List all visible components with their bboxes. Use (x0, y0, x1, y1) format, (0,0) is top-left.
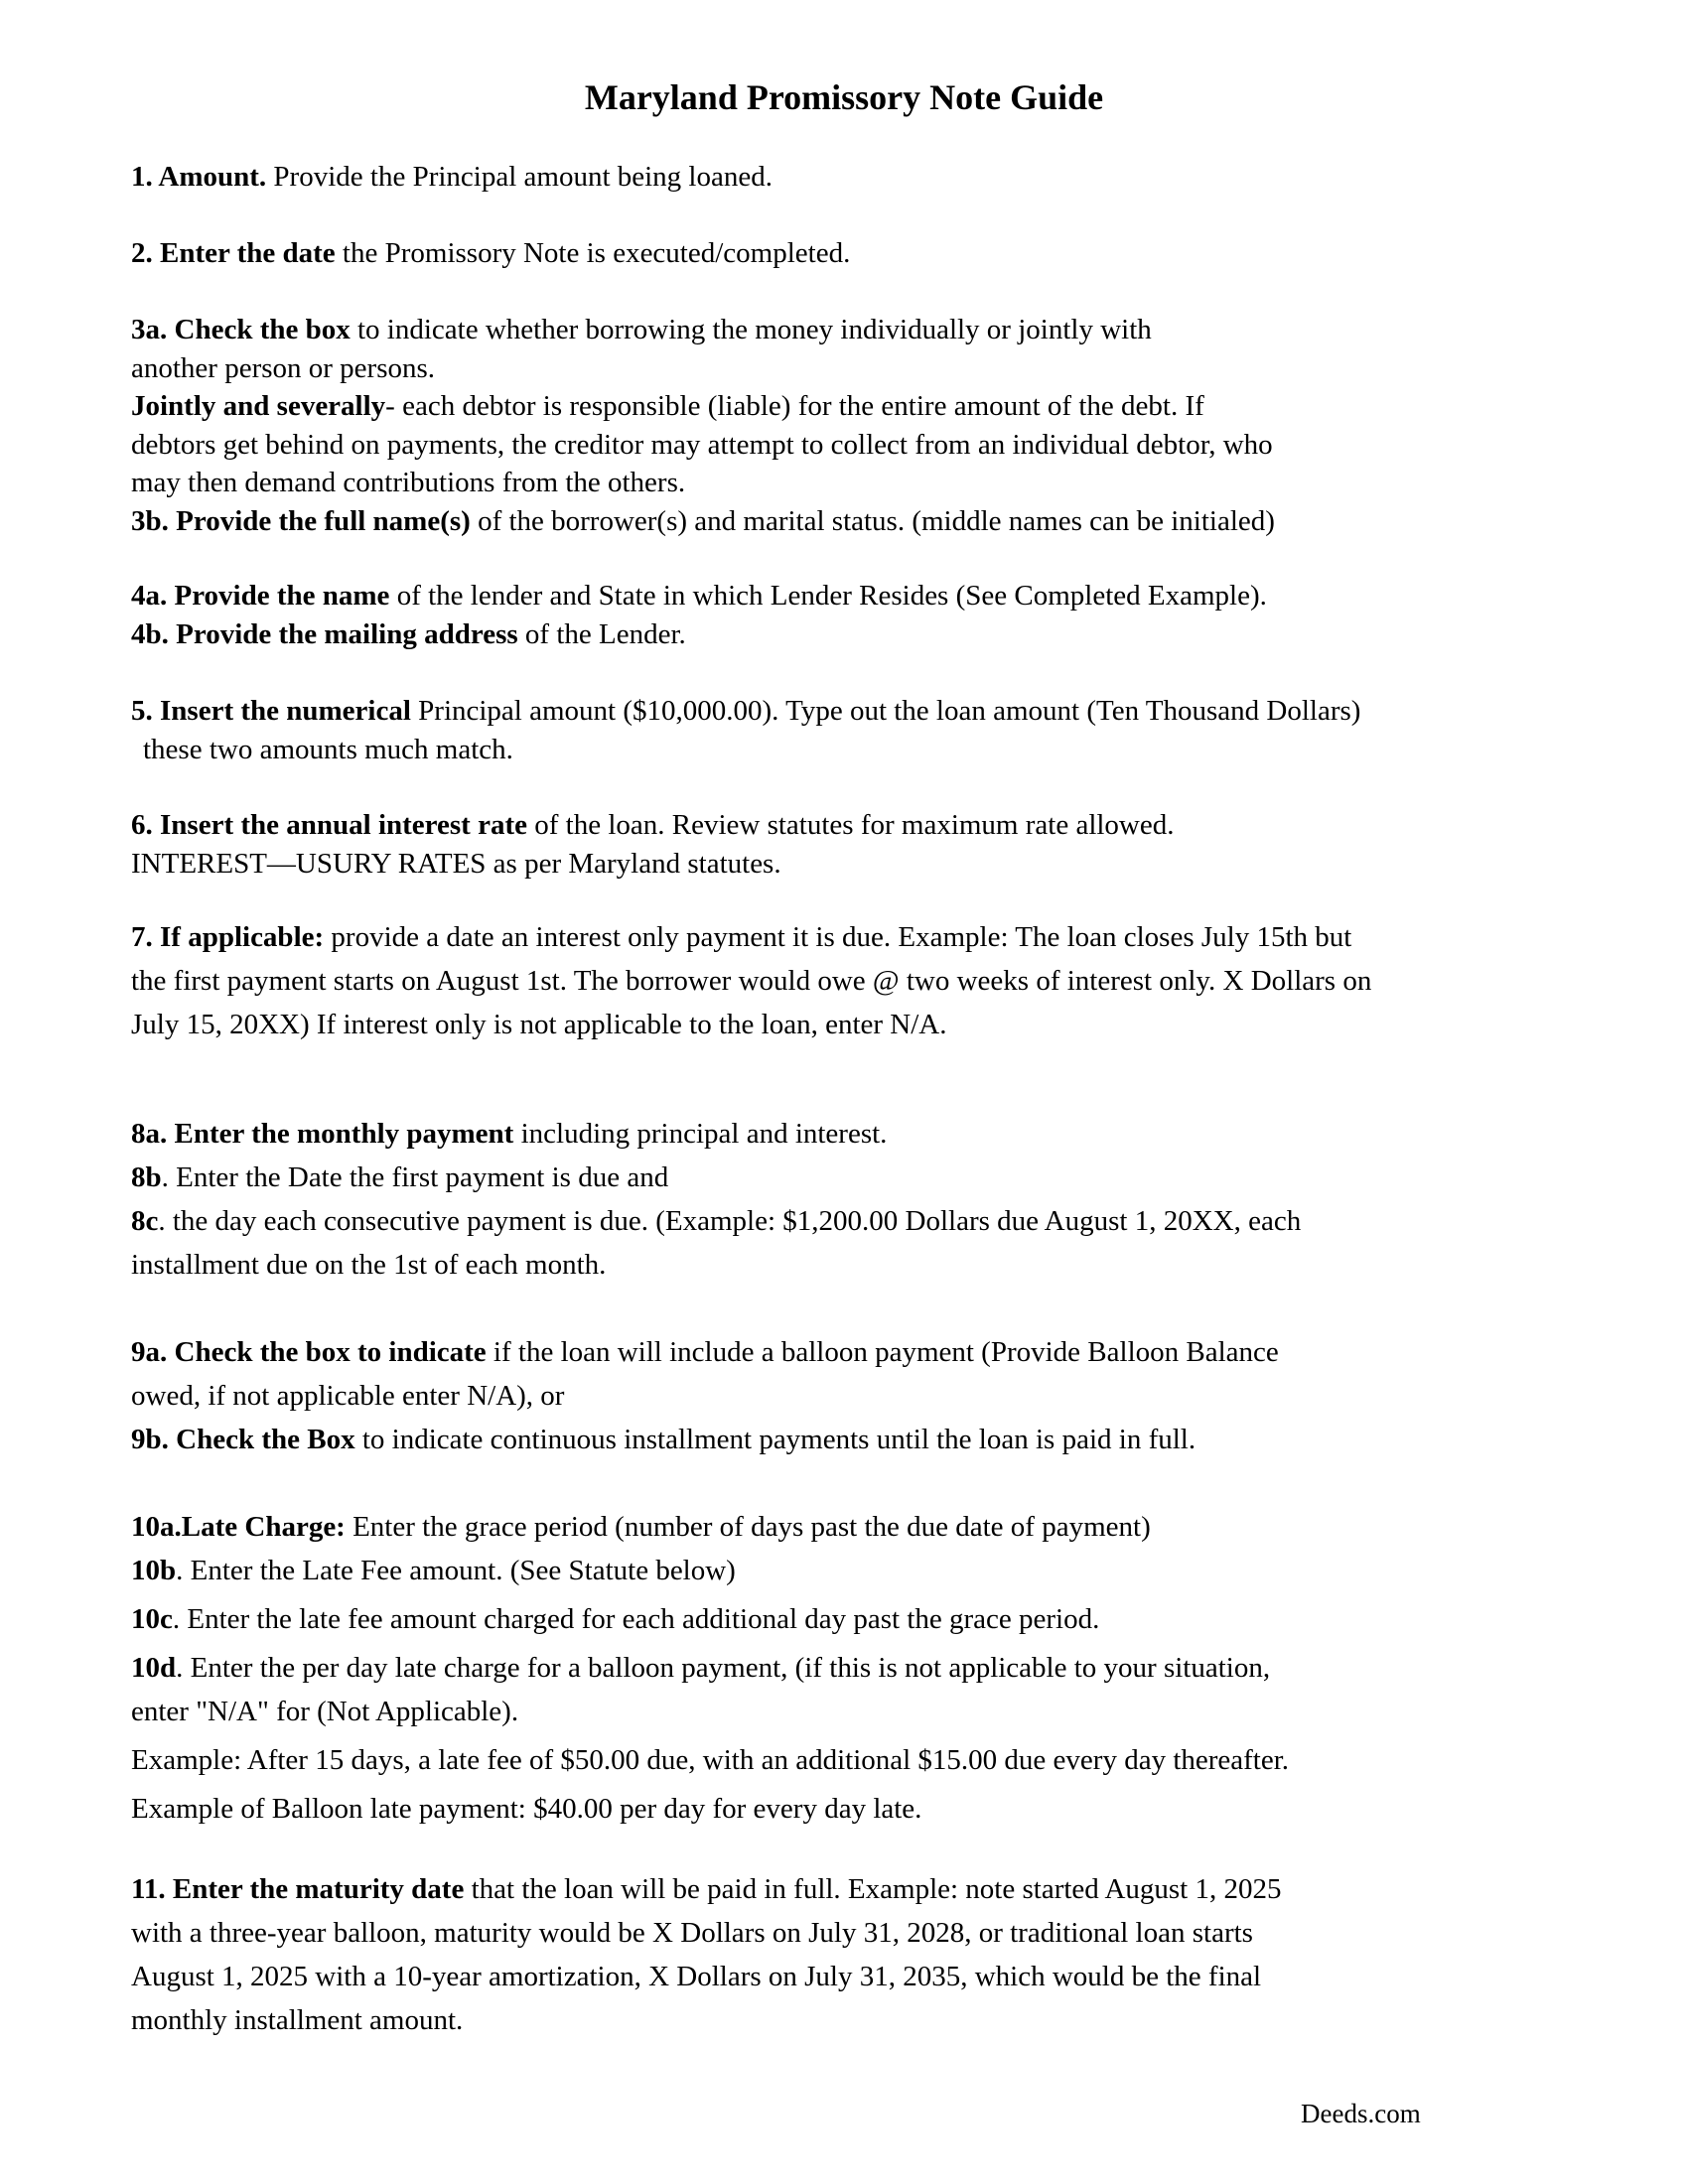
item-8a-text: including principal and interest. (513, 1118, 888, 1150)
late-fee-example: Example: After 15 days, a late fee of $50.00 due, with an additional $15.00 due every day thereafter. (131, 1744, 1290, 1776)
item-8c-text: . the day each consecutive payment is due. (Example: $1,200.00 Dollars due August 1, 20XX, each (158, 1205, 1302, 1237)
footer-brand: Deeds.com (1301, 2099, 1421, 2128)
item-5-text: Principal amount ($10,000.00). Type out the loan amount (Ten Thousand Dollars) (410, 695, 1361, 727)
item-10d-text: . Enter the per day late charge for a balloon payment, (if this is not applicable to your situation, (176, 1652, 1271, 1684)
item-9a-continuation: owed, if not applicable enter N/A), or (131, 1380, 565, 1412)
item-6-continuation: INTEREST—USURY RATES as per Maryland statutes. (131, 847, 781, 880)
item-11-continuation-3: monthly installment amount. (131, 2004, 464, 2036)
item-3 (131, 311, 1561, 540)
item-10b-text: . Enter the Late Fee amount. (See Statute below) (176, 1555, 736, 1586)
item-1-text: Provide the Principal amount being loaned. (266, 161, 773, 193)
item-9b-text: to indicate continuous installment payments until the loan is paid in full. (354, 1424, 1196, 1455)
item-3a-text: to indicate whether borrowing the money individually or jointly with (350, 314, 1152, 345)
item-11-continuation-1: with a three-year balloon, maturity would be X Dollars on July 31, 2028, or traditional loan starts (131, 1917, 1253, 1949)
jointly-continuation-1: debtors get behind on payments, the creditor may attempt to collect from an individual debtor, who (131, 428, 1273, 461)
item-4a-label: 4a. Provide the name (131, 580, 390, 612)
item-8c-continuation: installment due on the 1st of each month. (131, 1249, 607, 1281)
item-7-label: 7. If applicable: (131, 921, 325, 953)
item-2-text: the Promissory Note is executed/completed. (335, 237, 851, 269)
item-10c-text: . Enter the late fee amount charged for each additional day past the grace period. (172, 1603, 1100, 1635)
item-1 (131, 158, 1561, 197)
item-4b-label: 4b. Provide the mailing address (131, 617, 518, 650)
item-10c-label: 10c (131, 1603, 173, 1635)
balloon-late-example: Example of Balloon late payment: $40.00 per day for every day late. (131, 1793, 922, 1825)
jointly-continuation-2: may then demand contributions from the others. (131, 467, 686, 498)
item-8b-label: 8b (131, 1161, 162, 1193)
item-10a-label: 10a.Late Charge: (131, 1511, 346, 1543)
item-10b-label: 10b (131, 1555, 177, 1586)
item-4b-text: of the Lender. (517, 617, 686, 650)
item-10d-label: 10d (131, 1652, 177, 1684)
item-7 (131, 915, 1561, 1046)
item-9a-label: 9a. Check the box to indicate (131, 1336, 487, 1368)
item-11-continuation-2: August 1, 2025 with a 10-year amortization, X Dollars on July 31, 2035, which would be the final (131, 1961, 1262, 1992)
item-9b-label: 9b. Check the Box (131, 1424, 355, 1455)
item-7-continuation-1: the first payment starts on August 1st. The borrower would owe @ two weeks of interest only. X Dollars on (131, 965, 1372, 997)
item-6-label: 6. Insert the annual interest rate (131, 809, 527, 841)
jointly-label: Jointly and severally (131, 390, 386, 422)
page-title: Maryland Promissory Note Guide (584, 77, 1104, 117)
jointly-text: - each debtor is responsible (liable) for the entire amount of the debt. If (385, 390, 1204, 422)
item-10 (131, 1505, 1561, 1831)
item-7-continuation-2: July 15, 20XX) If interest only is not applicable to the loan, enter N/A. (131, 1009, 947, 1040)
item-10d-continuation: enter "N/A" for (Not Applicable). (131, 1696, 519, 1727)
item-4 (131, 577, 1561, 653)
item-3a-continuation: another person or persons. (131, 351, 436, 384)
item-8 (131, 1112, 1561, 1287)
item-5-continuation: these two amounts much match. (143, 733, 513, 765)
item-2 (131, 234, 1561, 273)
item-5-label: 5. Insert the numerical (131, 695, 411, 727)
item-11-text: that the loan will be paid in full. Example: note started August 1, 2025 (464, 1873, 1282, 1905)
item-4a-text: of the lender and State in which Lender Resides (See Completed Example). (389, 580, 1267, 612)
item-10a-text: Enter the grace period (number of days past the due date of payment) (345, 1511, 1151, 1543)
item-3b-text: of the borrower(s) and marital status. (middle names can be initialed) (470, 504, 1275, 537)
item-8c-label: 8c (131, 1205, 159, 1237)
item-8b-text: . Enter the Date the first payment is due and (161, 1161, 669, 1193)
item-9a-text: if the loan will include a balloon payment (Provide Balloon Balance (486, 1336, 1279, 1368)
item-11-label: 11. Enter the maturity date (131, 1873, 465, 1905)
item-8a-label: 8a. Enter the monthly payment (131, 1118, 514, 1150)
item-3b-label: 3b. Provide the full name(s) (131, 504, 471, 537)
item-9 (131, 1330, 1561, 1461)
item-2-label: 2. Enter the date (131, 237, 336, 269)
item-11 (131, 1867, 1561, 2042)
item-1-label: 1. Amount. (131, 161, 267, 193)
item-5 (131, 692, 1561, 768)
item-3a-label: 3a. Check the box (131, 314, 351, 345)
item-6 (131, 806, 1561, 883)
item-6-text: of the loan. Review statutes for maximum rate allowed. (526, 809, 1175, 841)
item-7-text: provide a date an interest only payment it is due. Example: The loan closes July 15th but (324, 921, 1352, 953)
